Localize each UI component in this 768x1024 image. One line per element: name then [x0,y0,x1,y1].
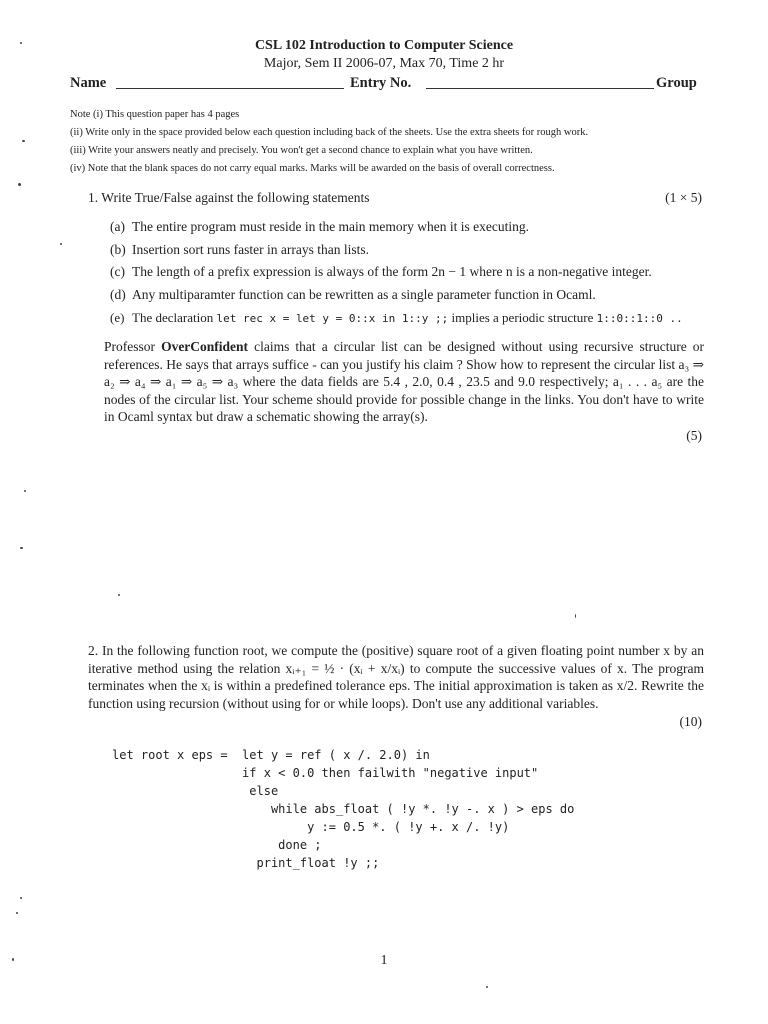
name-label: Name [70,75,107,91]
inline-code: 1::0::1::0 .. [596,312,683,325]
code-line: print_float !y ;; [112,856,380,870]
scan-speck [118,594,120,596]
note-line: (iv) Note that the blank spaces do not carry equal marks. Marks will be awarded on the basis of overall correctness. [70,163,555,174]
code-line: let root x eps = let y = ref ( x /. 2.0) in [112,748,430,762]
name-blank [116,88,344,89]
item-label: (a) [110,219,125,234]
code-line: y := 0.5 *. ( !y +. x /. !y) [112,820,510,834]
note-line: (iii) Write your answers neatly and precisely. You won't get a second chance to explain what you have written. [70,145,533,156]
entry-label: Entry No. [350,75,412,91]
scan-speck [20,897,22,899]
note-line: Note (i) This question paper has 4 pages [70,109,240,120]
item-label: (b) [110,242,126,257]
code-line: if x < 0.0 then failwith "negative input" [112,766,539,780]
page-number: 1 [380,953,388,968]
item-text: The entire program must reside in the main memory when it is executing. [132,219,530,234]
item-text: implies a periodic structure [448,310,597,325]
q1-item [110,219,529,235]
q1-item [110,264,652,280]
item-text: Insertion sort runs faster in arrays than lists. [132,242,369,257]
code-line: else [112,784,279,798]
item-text: The length of a prefix expression is always of the form 2n − 1 where n is a non-negative integer. [132,264,652,279]
para-bold-name: OverConfident [161,339,249,354]
scan-speck [20,42,22,44]
scan-speck [20,547,23,549]
scan-speck [575,614,576,618]
q1-item [110,242,369,258]
q1-item [110,287,596,303]
item-label: (d) [110,287,126,302]
scan-speck [24,490,26,492]
note-line: (ii) Write only in the space provided below each question including back of the sheets. Use the extra sheets for rough work. [70,127,589,138]
q1-item [110,310,683,326]
entry-blank [426,88,654,89]
scan-speck [486,986,488,988]
code-line: while abs_float ( !y *. !y -. x ) > eps do [112,802,575,816]
scan-speck [12,958,14,961]
scan-speck [18,183,21,186]
exam-subtitle: Major, Sem II 2006-07, Max 70, Time 2 hr [263,56,505,71]
q2-marks: (10) [679,714,702,729]
code-line: done ; [112,838,322,852]
scan-speck [22,140,25,142]
student-fields [70,75,703,95]
q1-paragraph [104,338,704,426]
item-text: Any multiparamter function can be rewritten as a single parameter function in Ocaml. [132,287,596,302]
inline-code: let rec x = let y = 0::x in 1::y ;; [216,312,449,325]
para-body: claims that a circular list can be designed without using recursive structure or references. He says that arrays suffice - can you justify his claim ? Show how to represent the circular list a₃ ⇒ a₂ ⇒ a₄ ⇒ a₁ ⇒ a₅ ⇒ a₃ where the data fields are 5.4 , 2.0, 0.4 , 23.5 and 9.0 respectively; a₁ . . . a₅ are the nodes of the circular list. Your scheme should provide for possible change in the links. You don't have to write in Ocaml syntax but draw a schematic showing the array(s). [104,339,704,424]
q1-marks: (1 × 5) [665,190,702,205]
scan-speck [16,912,18,914]
item-label: (c) [110,264,125,279]
q1-para-marks: (5) [686,428,702,443]
q1-heading: 1. Write True/False against the following statements [88,190,370,205]
q2-text: 2. In the following function root, we compute the (positive) square root of a given floating point number x by an iterative method using the relation xᵢ₊₁ = ½ · (xᵢ + x/xᵢ) to compute the successive values of x. The program terminates when the xᵢ is within a predefined tolerance eps. The initial approximation is taken as x/2. Rewrite the function using recursion (without using for or while loops). Don't use any additional variables. [88,643,704,711]
item-text: The declaration [132,310,217,325]
exam-title: CSL 102 Introduction to Computer Science [254,38,514,53]
para-prefix: Professor [104,339,162,354]
scan-speck [60,243,62,245]
item-label: (e) [110,310,125,325]
group-label: Group [656,75,697,91]
